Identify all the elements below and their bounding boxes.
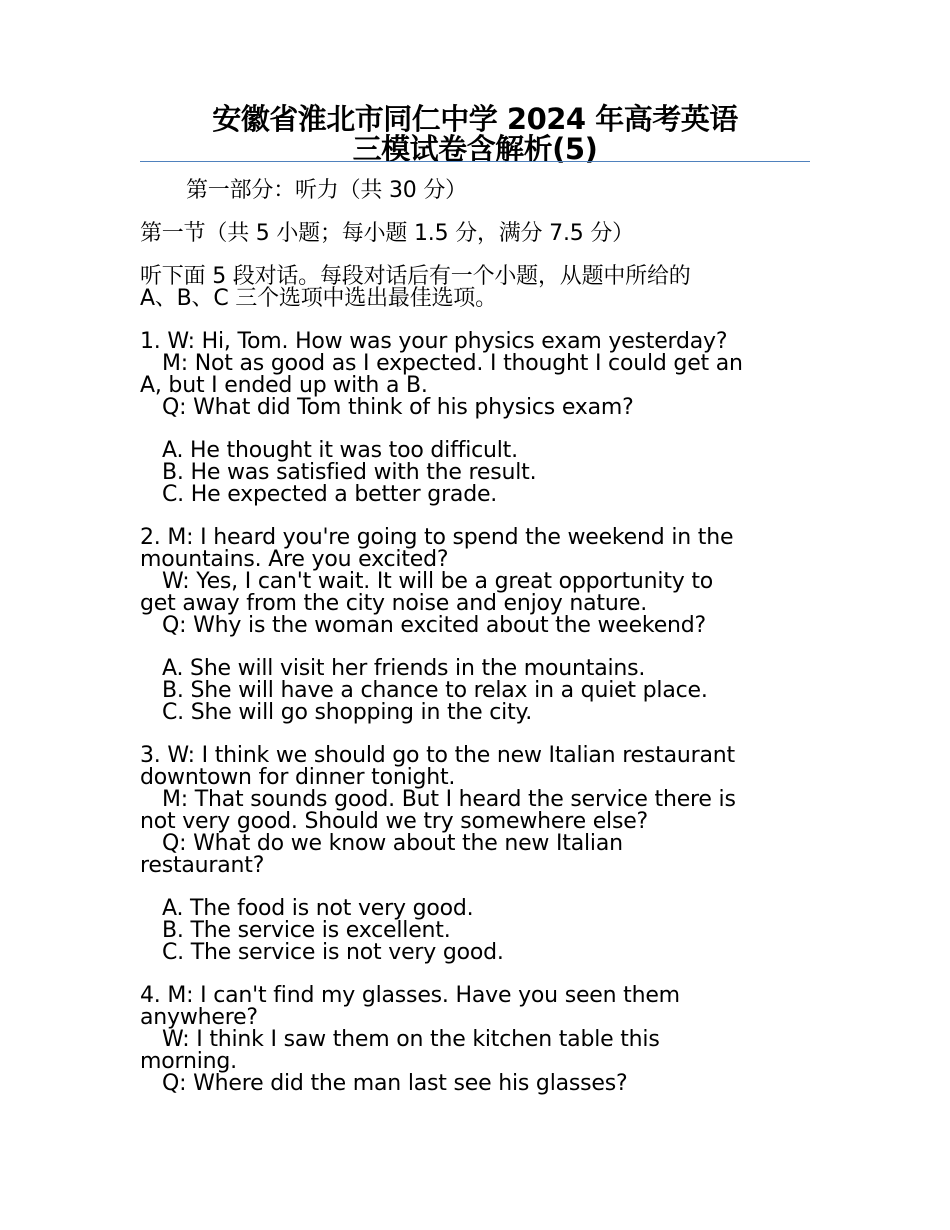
- question-line: Q: Where did the man last see his glasses?: [162, 1071, 628, 1096]
- section-heading: 第一节（共 5 小题；每小题 1.5 分，满分 7.5 分）: [140, 221, 634, 246]
- title-line-1: 安徽省淮北市同仁中学 2024 年高考英语: [212, 102, 738, 136]
- option-b: B. He was satisfied with the result.: [162, 460, 537, 485]
- option-c: C. She will go shopping in the city.: [162, 700, 532, 725]
- title-underline: [140, 161, 810, 162]
- option-c: C. He expected a better grade.: [162, 482, 498, 507]
- option-b: B. The service is excellent.: [162, 918, 451, 943]
- dialogue-line: M: That sounds good. But I heard the service there is: [162, 787, 736, 812]
- option-a: A. She will visit her friends in the mountains.: [162, 656, 646, 681]
- question-2: [140, 527, 820, 724]
- dialogue-line: anywhere?: [140, 1005, 258, 1030]
- question-4: [140, 985, 820, 1095]
- dialogue-line: 4. M: I can't find my glasses. Have you seen them: [140, 983, 680, 1008]
- instructions-line-2: A、B、C 三个选项中选出最佳选项。: [140, 286, 497, 311]
- dialogue-line: M: Not as good as I expected. I thought I could get an: [162, 351, 743, 376]
- dialogue-line: downtown for dinner tonight.: [140, 765, 456, 790]
- dialogue-line: 2. M: I heard you're going to spend the weekend in the: [140, 525, 734, 550]
- dialogue-line: mountains. Are you excited?: [140, 547, 449, 572]
- dialogue-line: 3. W: I think we should go to the new Italian restaurant: [140, 743, 735, 768]
- document-body: [140, 180, 820, 1095]
- option-a: A. The food is not very good.: [162, 896, 474, 921]
- dialogue-line: get away from the city noise and enjoy nature.: [140, 591, 648, 616]
- dialogue-line: morning.: [140, 1049, 237, 1074]
- dialogue-line: A, but I ended up with a B.: [140, 373, 428, 398]
- question-line: Q: What do we know about the new Italian: [162, 831, 623, 856]
- option-b: B. She will have a chance to relax in a quiet place.: [162, 678, 708, 703]
- dialogue-line: W: I think I saw them on the kitchen table this: [162, 1027, 660, 1052]
- option-c: C. The service is not very good.: [162, 940, 504, 965]
- dialogue-line: not very good. Should we try somewhere else?: [140, 809, 649, 834]
- question-line: restaurant?: [140, 853, 265, 878]
- dialogue-line: 1. W: Hi, Tom. How was your physics exam yesterday?: [140, 329, 728, 354]
- title-line-2: 三模试卷含解析(5): [352, 132, 598, 166]
- question-1: [140, 331, 820, 506]
- question-line: Q: Why is the woman excited about the weekend?: [162, 613, 707, 638]
- part-heading: 第一部分：听力（共 30 分）: [186, 178, 467, 203]
- question-3: [140, 745, 820, 964]
- instructions-line-1: 听下面 5 段对话。每段对话后有一个小题，从题中所给的: [140, 264, 691, 289]
- option-a: A. He thought it was too difficult.: [162, 438, 518, 463]
- question-line: Q: What did Tom think of his physics exam?: [162, 395, 634, 420]
- document-title: [140, 104, 810, 164]
- dialogue-line: W: Yes, I can't wait. It will be a great opportunity to: [162, 569, 714, 594]
